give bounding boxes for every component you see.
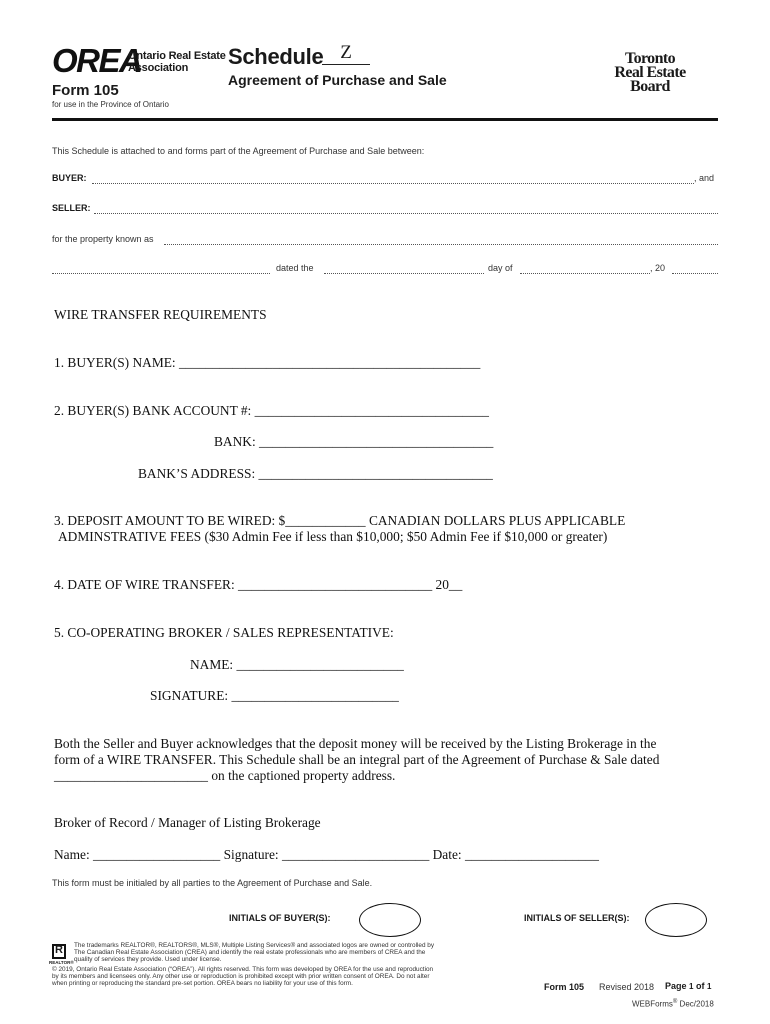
province-note: for use in the Province of Ontario: [52, 100, 169, 109]
form-number: Form 105: [52, 82, 119, 99]
buyer-bank-account-line[interactable]: 2. BUYER(S) BANK ACCOUNT #: ___________________________________: [54, 403, 489, 418]
acknowledgement-line-2: form of a WIRE TRANSFER. This Schedule shall be an integral part of the Agreement of Purchase & Sale dated: [54, 752, 660, 767]
trademark-line-1: The trademarks REALTOR®, REALTORS®, MLS®, Multiple Listing Services® and associated logos are owned or controlled by: [74, 942, 435, 949]
property-field-continued[interactable]: [52, 266, 270, 274]
intro-statement: This Schedule is attached to and forms part of the Agreement of Purchase and Sale between:: [52, 146, 425, 156]
initials-notice: This form must be initialed by all parties to the Agreement of Purchase and Sale.: [52, 878, 373, 888]
page-indicator: [665, 981, 711, 991]
org-line-2: Association: [128, 62, 189, 74]
realtor-logo-mark: R: [55, 944, 63, 956]
header-divider: [52, 118, 718, 121]
wire-transfer-heading: WIRE TRANSFER REQUIREMENTS: [54, 307, 267, 322]
buyer-row: [52, 173, 718, 187]
year-field[interactable]: [672, 266, 718, 274]
page-label: Page: [665, 981, 687, 991]
org-line-1: Ontario Real Estate: [128, 50, 226, 62]
seller-label: SELLER:: [52, 203, 91, 213]
dated-label: dated the: [276, 263, 314, 273]
broker-of-record-sign-line[interactable]: Name: ___________________ Signature: ______________________ Date: ____________________: [54, 847, 599, 862]
property-label: for the property known as: [52, 234, 154, 244]
property-field[interactable]: [164, 237, 718, 245]
seller-initials-field[interactable]: [645, 903, 707, 937]
seller-initials-label: INITIALS OF SELLER(S):: [524, 913, 630, 923]
broker-of-record-heading: Broker of Record / Manager of Listing Brokerage: [54, 815, 321, 830]
date-row: [52, 263, 718, 277]
seller-field[interactable]: [94, 206, 718, 214]
document-title: Agreement of Purchase and Sale: [228, 72, 447, 88]
day-of-field[interactable]: [520, 266, 650, 274]
schedule-label: Schedule: [228, 44, 324, 69]
deposit-amount-line[interactable]: 3. DEPOSIT AMOUNT TO BE WIRED: $____________ CANADIAN DOLLARS PLUS APPLICABLE: [54, 513, 626, 528]
footer-form-number: Form 105: [544, 982, 585, 992]
buyer-label: BUYER:: [52, 173, 87, 183]
acknowledgement-line-3[interactable]: _______________________ on the captioned property address.: [54, 768, 396, 783]
day-of-label: day of: [488, 263, 513, 273]
trademark-line-2: The Canadian Real Estate Association (CREA) and identify the real estate professionals who are members of CREA and the: [74, 949, 426, 957]
seller-row: [52, 203, 718, 217]
acknowledgement-line-1: Both the Seller and Buyer acknowledges that the deposit money will be received by the Listing Brokerage in the: [54, 736, 657, 751]
bank-line[interactable]: BANK: ___________________________________: [214, 434, 494, 449]
dated-field[interactable]: [324, 266, 484, 274]
property-row: [52, 234, 718, 248]
footer-revised: Revised 2018: [599, 982, 655, 992]
webforms-label: WEBForms: [632, 999, 673, 1009]
orea-organization-name: [128, 50, 226, 74]
buyer-field[interactable]: [92, 176, 694, 184]
webforms-date: Dec/2018: [679, 999, 714, 1009]
webforms-credit: [632, 999, 714, 1009]
realtor-logo-word: REALTOR®: [49, 960, 74, 965]
bank-address-line[interactable]: BANK’S ADDRESS: ___________________________________: [138, 466, 493, 481]
board-line-1: Toronto: [624, 50, 676, 67]
broker-name-line[interactable]: NAME: _________________________: [190, 657, 404, 672]
broker-signature-line[interactable]: SIGNATURE: _________________________: [150, 688, 399, 703]
year-prefix: , 20: [650, 263, 666, 273]
trademark-line-3: quality of services they provide. Used under license.: [74, 956, 222, 964]
page-current: 1: [689, 982, 694, 991]
board-line-2: Real Estate: [614, 64, 686, 81]
page-total: 1: [707, 982, 712, 991]
toronto-real-estate-board-logo: [604, 52, 696, 94]
wire-date-line[interactable]: 4. DATE OF WIRE TRANSFER: _____________________________ 20__: [54, 577, 463, 592]
orea-logo: OREA: [52, 42, 142, 79]
trademark-notice: [74, 942, 434, 964]
buyer-suffix: , and: [694, 173, 715, 183]
copyright-line-3: when printing or reproducing the standard pre-set portion. OREA bears no liability for your use of this form.: [52, 980, 353, 988]
board-line-3: Board: [630, 78, 670, 95]
co-operating-broker-heading: 5. CO-OPERATING BROKER / SALES REPRESENTATIVE:: [54, 625, 394, 640]
copyright-line-2: by its members and licensees only. Any other use or reproduction is prohibited except with prior written consent of OREA. Do not alter: [52, 973, 430, 981]
copyright-line-1: © 2019, Ontario Real Estate Association (“OREA”). All rights reserved. This form was developed by OREA for the use and reproduction: [52, 966, 434, 973]
buyer-name-line[interactable]: 1. BUYER(S) NAME: _____________________________________________: [54, 355, 481, 370]
webforms-mark: ®: [672, 999, 678, 1005]
buyer-initials-field[interactable]: [359, 903, 421, 937]
schedule-letter-field[interactable]: Z: [322, 42, 370, 65]
copyright-notice: [52, 966, 433, 988]
admin-fees-line: ADMINSTRATIVE FEES ($30 Admin Fee if less than $10,000; $50 Admin Fee if $10,000 or greater): [58, 529, 608, 544]
page-of: of: [696, 981, 705, 991]
buyer-initials-label: INITIALS OF BUYER(S):: [229, 913, 331, 923]
